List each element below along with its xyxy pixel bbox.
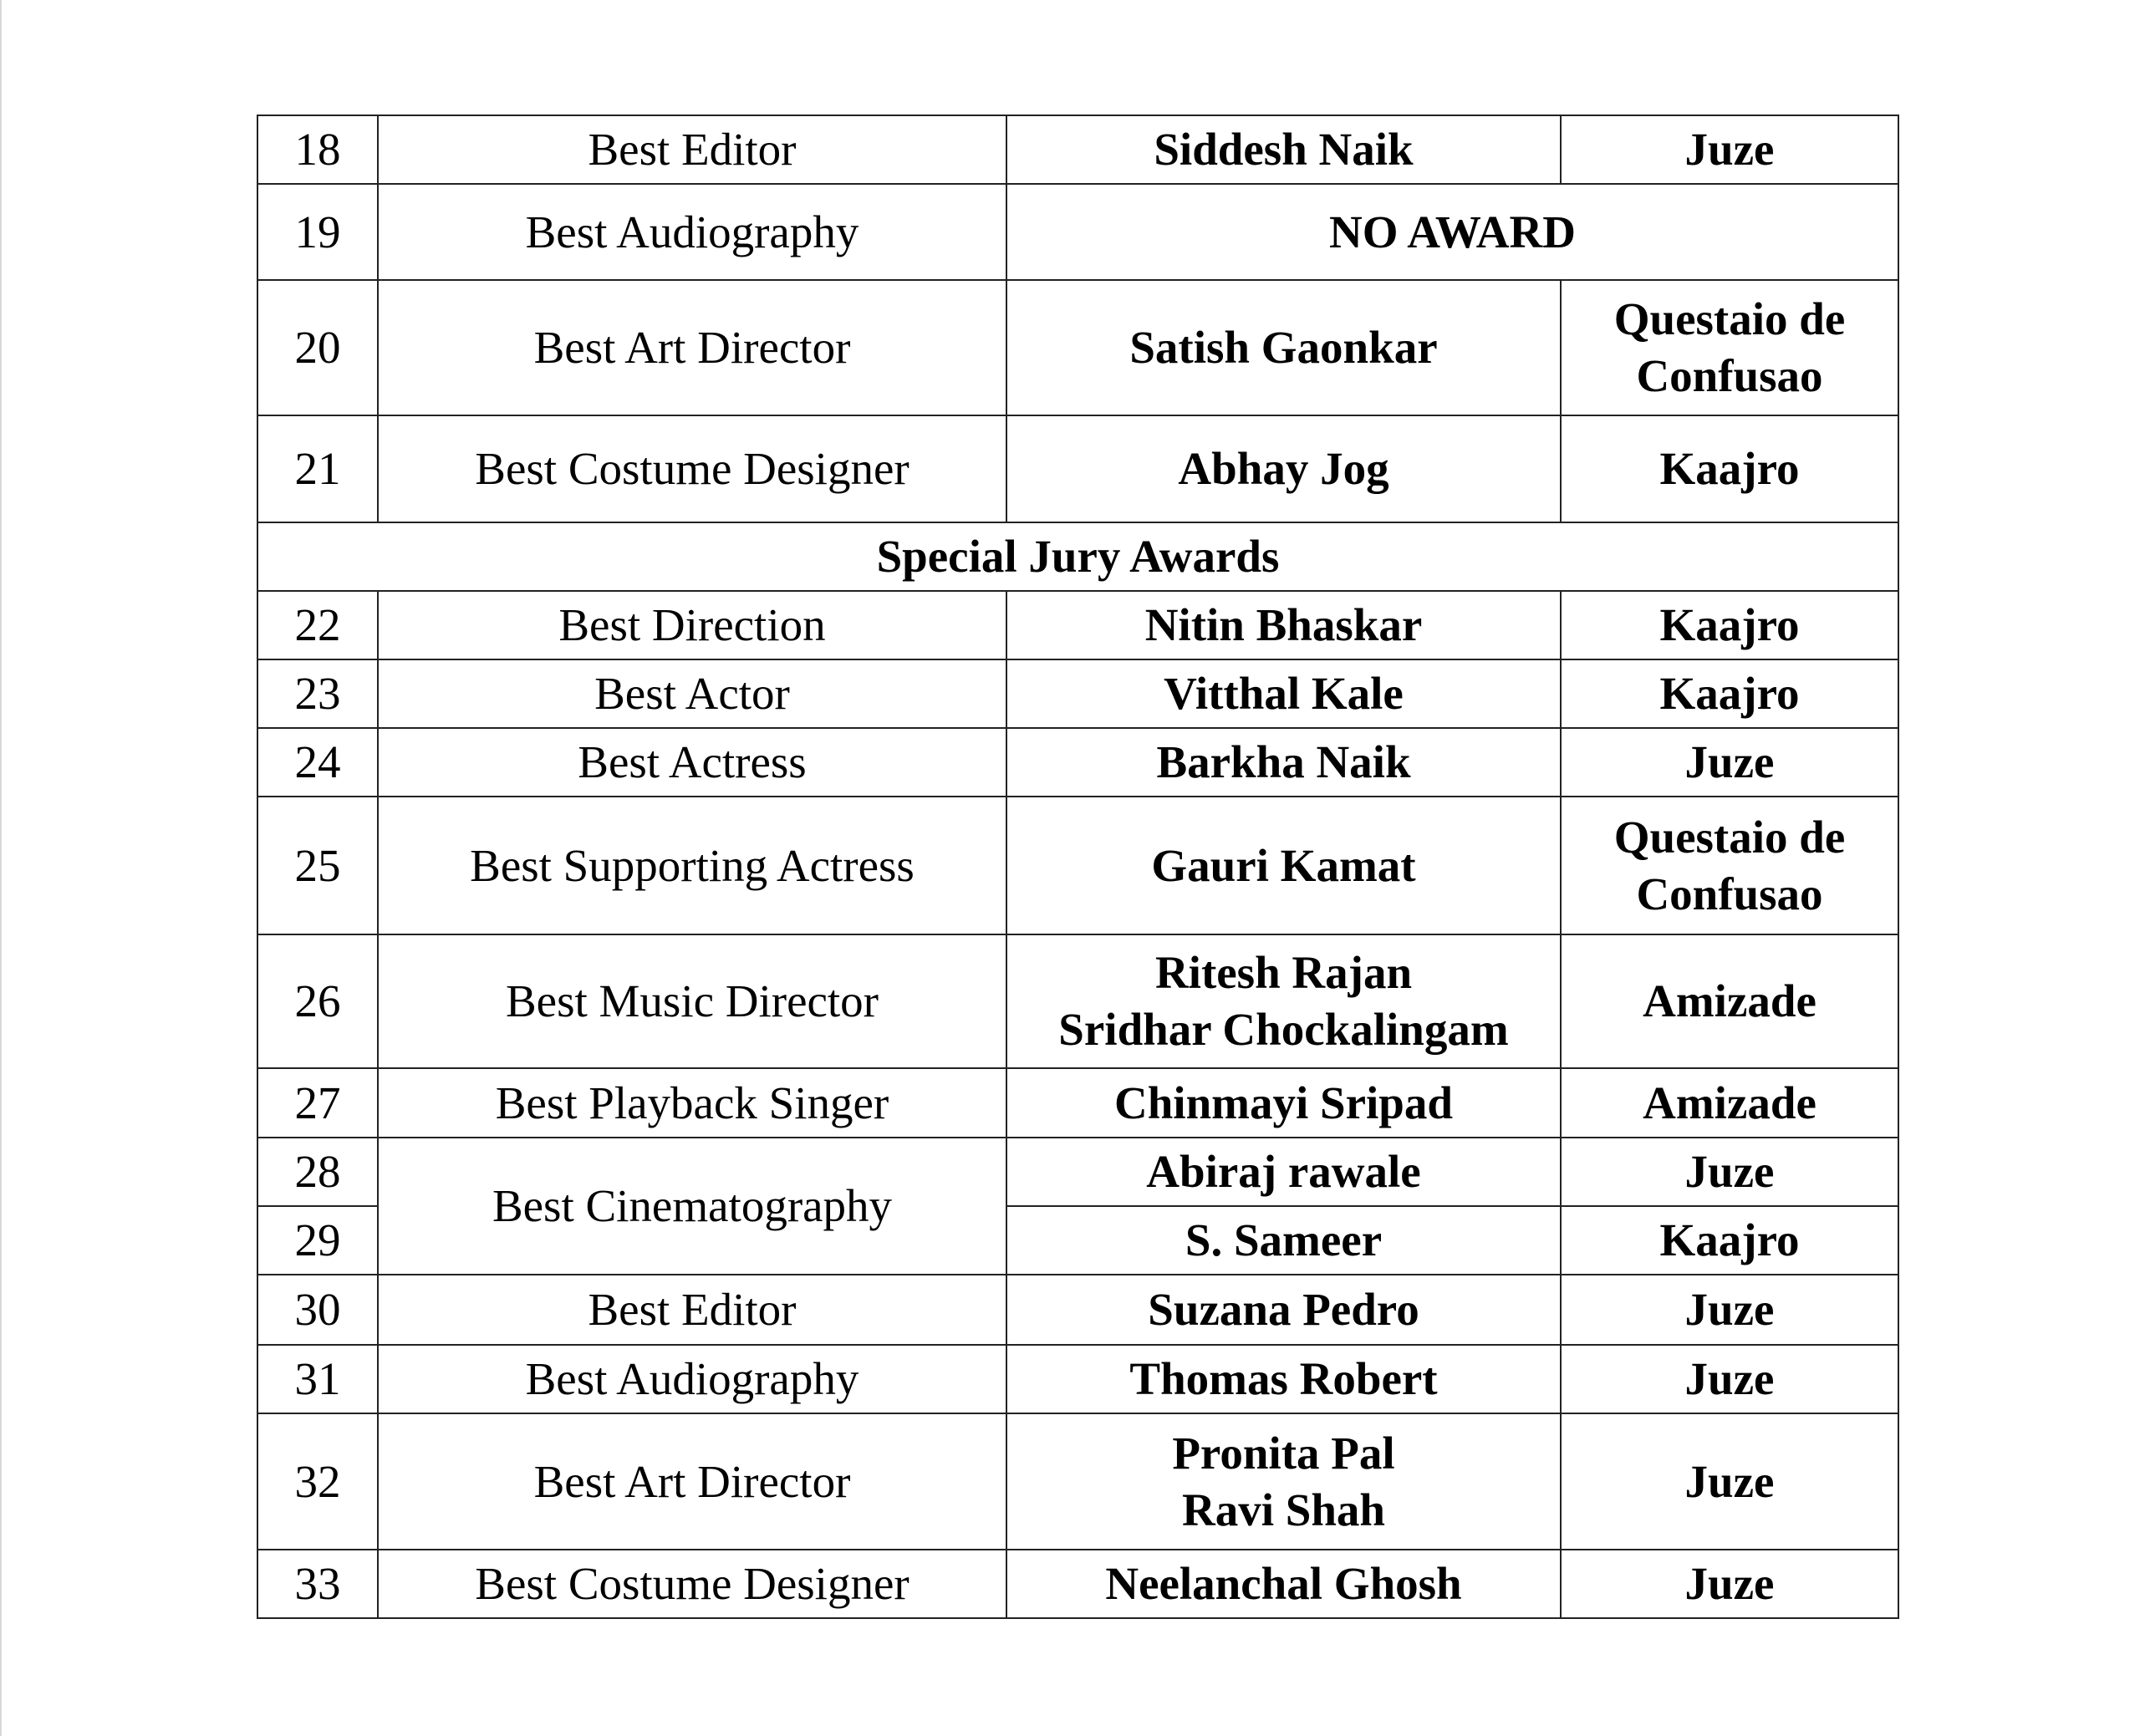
award-category: Best Costume Designer xyxy=(378,1550,1006,1618)
table-row xyxy=(257,934,1898,1068)
award-category: Best Actor xyxy=(378,659,1006,728)
film-title: Confusao xyxy=(1636,350,1823,401)
award-number: 29 xyxy=(257,1206,378,1275)
award-category: Best Cinematography xyxy=(378,1138,1006,1275)
film-title: Questaio de xyxy=(1613,293,1846,344)
table-row xyxy=(257,1413,1898,1550)
film-title: Juze xyxy=(1684,1353,1775,1404)
table-row xyxy=(257,728,1898,797)
page-edge xyxy=(0,0,2,1736)
award-category: Best Editor xyxy=(378,1275,1006,1345)
winner-name: Gauri Kamat xyxy=(1151,839,1416,891)
table-row xyxy=(257,1345,1898,1413)
award-film xyxy=(1561,797,1898,934)
award-film xyxy=(1561,115,1898,184)
winner-name: Barkha Naik xyxy=(1156,736,1411,787)
award-winner xyxy=(1006,1275,1561,1345)
table-row xyxy=(257,1275,1898,1345)
table-row xyxy=(257,1068,1898,1138)
award-number: 31 xyxy=(257,1345,378,1413)
award-winner xyxy=(1006,115,1561,184)
film-title: Amizade xyxy=(1643,975,1816,1026)
film-title: Kaajro xyxy=(1659,668,1800,719)
winner-name: S. Sameer xyxy=(1185,1214,1383,1265)
award-number: 25 xyxy=(257,797,378,934)
winner-name: Neelanchal Ghosh xyxy=(1105,1558,1462,1609)
award-film xyxy=(1561,1068,1898,1138)
film-title: Juze xyxy=(1684,1558,1775,1609)
award-number: 19 xyxy=(257,184,378,280)
film-title: Amizade xyxy=(1643,1077,1816,1128)
award-number: 27 xyxy=(257,1068,378,1138)
no-award-cell: NO AWARD xyxy=(1006,184,1898,280)
award-category: Best Music Director xyxy=(378,934,1006,1068)
award-number: 26 xyxy=(257,934,378,1068)
winner-name: Thomas Robert xyxy=(1129,1353,1438,1404)
award-film xyxy=(1561,659,1898,728)
winner-name: Sridhar Chockalingam xyxy=(1058,1004,1509,1055)
winner-name: Siddesh Naik xyxy=(1154,124,1414,175)
award-winner xyxy=(1006,728,1561,797)
winner-name: Chinmayi Sripad xyxy=(1114,1077,1453,1128)
film-title: Juze xyxy=(1684,1284,1775,1335)
winner-name: Ravi Shah xyxy=(1181,1484,1385,1535)
winner-name: Abhay Jog xyxy=(1178,443,1389,494)
award-film xyxy=(1561,591,1898,659)
award-film xyxy=(1561,934,1898,1068)
film-title: Questaio de xyxy=(1613,811,1846,863)
award-number: 20 xyxy=(257,280,378,415)
table-row xyxy=(257,1138,1898,1206)
award-film xyxy=(1561,1550,1898,1618)
award-winner xyxy=(1006,415,1561,522)
award-winner xyxy=(1006,1206,1561,1275)
award-film xyxy=(1561,1275,1898,1345)
award-number: 23 xyxy=(257,659,378,728)
award-number: 22 xyxy=(257,591,378,659)
table-row xyxy=(257,280,1898,415)
film-title: Juze xyxy=(1684,1455,1775,1507)
award-category: Best Art Director xyxy=(378,280,1006,415)
awards-table xyxy=(257,115,1899,1619)
award-film xyxy=(1561,280,1898,415)
award-film xyxy=(1561,1345,1898,1413)
section-row xyxy=(257,522,1898,591)
award-winner xyxy=(1006,280,1561,415)
award-winner xyxy=(1006,1345,1561,1413)
table-row xyxy=(257,659,1898,728)
award-category: Best Actress xyxy=(378,728,1006,797)
award-category: Best Supporting Actress xyxy=(378,797,1006,934)
award-film xyxy=(1561,728,1898,797)
table-row xyxy=(257,1550,1898,1618)
film-title: Kaajro xyxy=(1659,443,1800,494)
award-category: Best Editor xyxy=(378,115,1006,184)
winner-name: Nitin Bhaskar xyxy=(1144,599,1423,650)
winner-name: Pronita Pal xyxy=(1172,1427,1395,1479)
film-title: Juze xyxy=(1684,1146,1775,1197)
award-number: 33 xyxy=(257,1550,378,1618)
award-winner xyxy=(1006,1138,1561,1206)
film-title: Juze xyxy=(1684,124,1775,175)
award-winner xyxy=(1006,1068,1561,1138)
award-number: 32 xyxy=(257,1413,378,1550)
award-category: Best Audiography xyxy=(378,184,1006,280)
table-row xyxy=(257,184,1898,280)
winner-name: Satish Gaonkar xyxy=(1129,322,1438,373)
award-category: Best Playback Singer xyxy=(378,1068,1006,1138)
film-title: Kaajro xyxy=(1659,1214,1800,1265)
award-film xyxy=(1561,1138,1898,1206)
winner-name: Suzana Pedro xyxy=(1148,1284,1419,1335)
award-category: Best Art Director xyxy=(378,1413,1006,1550)
award-category: Best Audiography xyxy=(378,1345,1006,1413)
award-number: 28 xyxy=(257,1138,378,1206)
table-row xyxy=(257,797,1898,934)
award-number: 24 xyxy=(257,728,378,797)
winner-name: Vitthal Kale xyxy=(1164,668,1404,719)
award-number: 30 xyxy=(257,1275,378,1345)
section-heading: Special Jury Awards xyxy=(257,522,1898,591)
award-film xyxy=(1561,1413,1898,1550)
winner-name: Ritesh Rajan xyxy=(1154,947,1413,998)
film-title: Juze xyxy=(1684,736,1775,787)
award-film xyxy=(1561,1206,1898,1275)
award-film xyxy=(1561,415,1898,522)
film-title: Kaajro xyxy=(1659,599,1800,650)
winner-name: Abiraj rawale xyxy=(1146,1146,1421,1197)
award-winner xyxy=(1006,1413,1561,1550)
award-number: 21 xyxy=(257,415,378,522)
award-winner xyxy=(1006,797,1561,934)
award-winner xyxy=(1006,591,1561,659)
table-row xyxy=(257,415,1898,522)
award-category: Best Costume Designer xyxy=(378,415,1006,522)
film-title: Confusao xyxy=(1636,868,1823,919)
award-winner xyxy=(1006,659,1561,728)
table-row xyxy=(257,115,1898,184)
award-number: 18 xyxy=(257,115,378,184)
award-winner xyxy=(1006,934,1561,1068)
table-row xyxy=(257,591,1898,659)
award-category: Best Direction xyxy=(378,591,1006,659)
award-winner xyxy=(1006,1550,1561,1618)
